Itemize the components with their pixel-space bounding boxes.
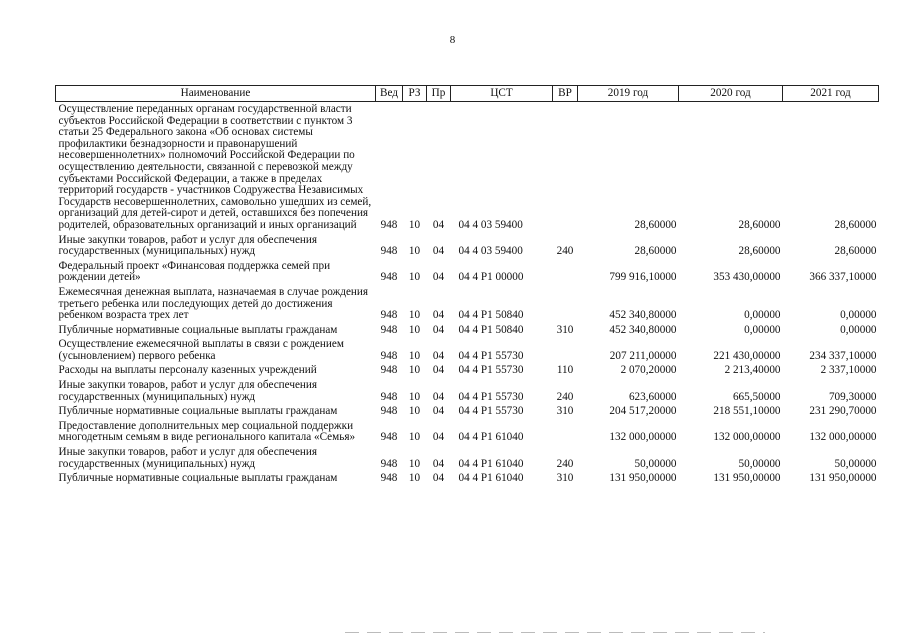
- row-ved: 948: [380, 472, 398, 485]
- row-2020: 0,00000: [744, 323, 781, 336]
- table-row: [56, 470, 879, 485]
- row-2021: 0,00000: [840, 309, 877, 322]
- row-rz: 10: [408, 349, 421, 362]
- row-vr: [553, 336, 578, 362]
- row-cst: 04 4 P1 50840: [458, 309, 524, 322]
- row-2020: 0,00000: [744, 309, 781, 322]
- row-2021: 2 337,10000: [820, 364, 877, 377]
- table-row: [56, 102, 879, 232]
- row-name: Осуществление переданных органам государственной власти субъектов Российской Федерации в соответствии с пунктом 3 статьи 25 Федерального закона «Об основах системы профилактики безнадзорности и правонарушений несовершеннолетних» полномочий Российской Федерации по осуществлению деятельности, связанной с перевозкой между субъектами Российской Федерации, а также в пределах территорий государств - участников Содружества Независимых Государств несовершеннолетних, самовольно ушедших из семей, организаций для детей-сирот и детей, оставшихся без попечения родителей, образовательных организаций и иных организаций: [58, 103, 372, 231]
- row-ved: 948: [380, 349, 398, 362]
- row-cst: 04 4 P1 50840: [458, 323, 524, 336]
- row-2019: 50,00000: [634, 457, 677, 470]
- row-ved: 948: [380, 323, 398, 336]
- row-rz: 10: [408, 390, 421, 403]
- row-2020: 131 950,00000: [713, 472, 781, 485]
- row-ved: 948: [380, 218, 398, 231]
- row-cst: 04 4 P1 55730: [458, 349, 524, 362]
- row-2020: 665,50000: [732, 390, 781, 403]
- row-rz: 10: [408, 218, 421, 231]
- row-pr: 04: [432, 405, 445, 418]
- row-2019: 28,60000: [634, 245, 677, 258]
- table-row: [56, 284, 879, 322]
- row-name: Публичные нормативные социальные выплаты гражданам: [58, 405, 338, 418]
- row-2021: 131 950,00000: [809, 472, 877, 485]
- row-name: Ежемесячная денежная выплата, назначаемая в случае рождения третьего ребенка или последующих детей до достижения ребенком возраста трех лет: [58, 285, 369, 322]
- row-rz: 10: [408, 431, 421, 444]
- row-vr: 310: [556, 405, 574, 418]
- row-2020: 353 430,00000: [713, 271, 781, 284]
- row-vr: 240: [556, 245, 574, 258]
- budget-table: [55, 85, 879, 485]
- row-rz: 10: [408, 405, 421, 418]
- page-number: 8: [449, 34, 456, 46]
- row-ved: 948: [380, 364, 398, 377]
- header-2021: 2021 год: [783, 86, 879, 102]
- row-cst: 04 4 P1 00000: [458, 271, 524, 284]
- row-2019: 132 000,00000: [609, 431, 677, 444]
- header-rz: РЗ: [403, 86, 427, 102]
- row-ved: 948: [380, 271, 398, 284]
- row-cst: 04 4 P1 61040: [458, 457, 524, 470]
- row-rz: 10: [408, 271, 421, 284]
- table-row: [56, 403, 879, 418]
- row-cst: 04 4 P1 55730: [458, 364, 524, 377]
- row-vr: [553, 102, 578, 232]
- row-2021: 366 337,10000: [809, 271, 877, 284]
- row-2021: 234 337,10000: [809, 349, 877, 362]
- row-2019: 623,60000: [628, 390, 677, 403]
- header-name: Наименование: [56, 86, 376, 102]
- row-cst: 04 4 P1 61040: [458, 472, 524, 485]
- row-name: Иные закупки товаров, работ и услуг для обеспечения государственных (муниципальных) нужд: [58, 446, 318, 470]
- row-pr: 04: [432, 457, 445, 470]
- row-vr: 310: [556, 472, 574, 485]
- row-2021: 132 000,00000: [809, 431, 877, 444]
- row-2019: 207 211,00000: [609, 349, 677, 362]
- row-rz: 10: [408, 309, 421, 322]
- row-2020: 132 000,00000: [713, 431, 781, 444]
- row-2020: 2 213,40000: [724, 364, 781, 377]
- table-row: [56, 377, 879, 403]
- row-2021: 28,60000: [834, 245, 877, 258]
- row-rz: 10: [408, 457, 421, 470]
- row-ved: 948: [380, 309, 398, 322]
- row-name: Осуществление ежемесячной выплаты в связи с рождением (усыновлением) первого ребенка: [58, 338, 344, 362]
- row-rz: 10: [408, 472, 421, 485]
- row-pr: 04: [432, 431, 445, 444]
- row-vr: [553, 418, 578, 444]
- row-2020: 28,60000: [738, 245, 781, 258]
- row-pr: 04: [432, 472, 445, 485]
- row-vr: 110: [556, 364, 574, 377]
- row-2021: 50,00000: [834, 457, 877, 470]
- header-2020: 2020 год: [679, 86, 783, 102]
- row-2019: 799 916,10000: [609, 271, 677, 284]
- row-pr: 04: [432, 271, 445, 284]
- row-cst: 04 4 03 59400: [458, 245, 523, 258]
- table-row: [56, 232, 879, 258]
- row-ved: 948: [380, 431, 398, 444]
- row-cst: 04 4 03 59400: [458, 218, 523, 231]
- row-name: Федеральный проект «Финансовая поддержка семей при рождении детей»: [58, 259, 331, 284]
- row-2019: 204 517,20000: [609, 405, 677, 418]
- row-ved: 948: [380, 457, 398, 470]
- row-cst: 04 4 P1 55730: [458, 390, 524, 403]
- row-2019: 2 070,20000: [620, 364, 677, 377]
- row-pr: 04: [432, 390, 445, 403]
- row-name: Иные закупки товаров, работ и услуг для обеспечения государственных (муниципальных) нужд: [58, 233, 318, 258]
- row-2020: 221 430,00000: [713, 349, 781, 362]
- row-pr: 04: [432, 323, 445, 336]
- row-name: Расходы на выплаты персоналу казенных учреждений: [58, 364, 317, 377]
- row-cst: 04 4 P1 55730: [458, 405, 524, 418]
- row-pr: 04: [432, 245, 445, 258]
- row-name: Публичные нормативные социальные выплаты гражданам: [58, 472, 338, 485]
- table-row: [56, 322, 879, 337]
- row-pr: 04: [432, 218, 445, 231]
- header-pr: Пр: [427, 86, 451, 102]
- row-vr: [553, 258, 578, 284]
- row-2020: 218 551,10000: [713, 405, 781, 418]
- row-pr: 04: [432, 364, 445, 377]
- row-2019: 28,60000: [634, 218, 677, 231]
- table-body: [56, 102, 879, 485]
- row-ved: 948: [380, 245, 398, 258]
- row-2020: 28,60000: [738, 218, 781, 231]
- table-row: [56, 258, 879, 284]
- row-name: Предоставление дополнительных мер социальной поддержки многодетным семьям в виде регионального капитала «Семья»: [58, 419, 356, 444]
- row-pr: 04: [432, 349, 445, 362]
- scan-artifact-line: [345, 632, 765, 633]
- row-2019: 131 950,00000: [609, 472, 677, 485]
- row-2021: 0,00000: [840, 323, 877, 336]
- row-ved: 948: [380, 405, 398, 418]
- header-ved: Вед: [376, 86, 403, 102]
- row-2019: 452 340,80000: [609, 323, 677, 336]
- row-vr: 240: [556, 457, 574, 470]
- row-vr: 240: [556, 390, 574, 403]
- table-row: [56, 336, 879, 362]
- row-2019: 452 340,80000: [609, 309, 677, 322]
- row-rz: 10: [408, 245, 421, 258]
- table-header-row: [56, 86, 879, 102]
- header-vr: ВР: [553, 86, 578, 102]
- row-name: Публичные нормативные социальные выплаты гражданам: [58, 323, 338, 336]
- header-2019: 2019 год: [578, 86, 679, 102]
- header-cst: ЦСТ: [451, 86, 553, 102]
- row-rz: 10: [408, 323, 421, 336]
- table-row: [56, 362, 879, 377]
- row-2020: 50,00000: [738, 457, 781, 470]
- row-vr: 310: [556, 323, 574, 336]
- row-ved: 948: [380, 390, 398, 403]
- row-cst: 04 4 P1 61040: [458, 431, 524, 444]
- row-2021: 709,30000: [828, 390, 877, 403]
- row-vr: [553, 284, 578, 322]
- row-2021: 231 290,70000: [809, 405, 877, 418]
- row-name: Иные закупки товаров, работ и услуг для обеспечения государственных (муниципальных) нужд: [58, 379, 318, 403]
- row-2021: 28,60000: [834, 218, 877, 231]
- table-row: [56, 418, 879, 444]
- row-rz: 10: [408, 364, 421, 377]
- table-row: [56, 444, 879, 470]
- row-pr: 04: [432, 309, 445, 322]
